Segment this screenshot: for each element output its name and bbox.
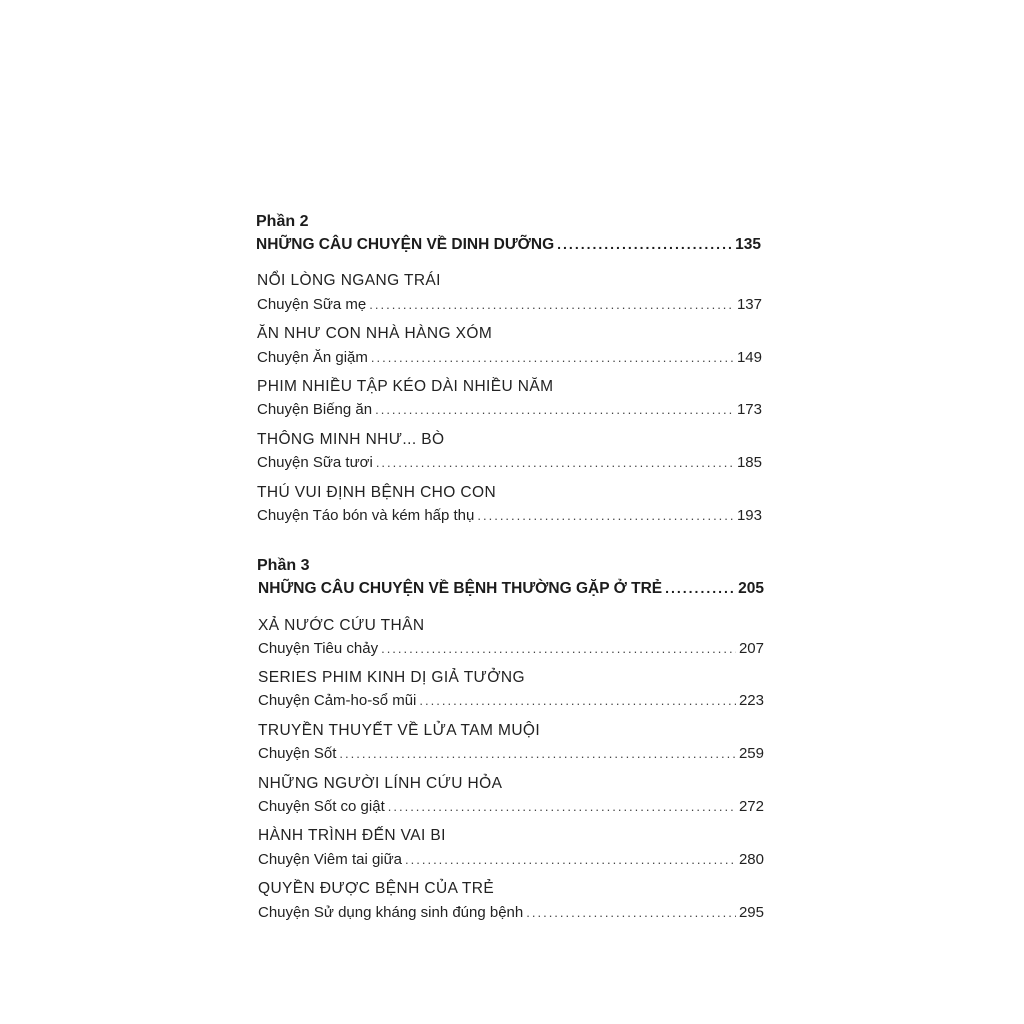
page-number: 272	[738, 798, 764, 815]
dot-leader	[477, 508, 734, 523]
chapter-title: ĂN NHƯ CON NHÀ HÀNG XÓM	[257, 325, 493, 342]
part-title: NHỮNG CÂU CHUYỆN VỀ BỆNH THƯỜNG GẶP Ở TRẺ	[258, 580, 663, 597]
dot-leader	[371, 350, 734, 365]
page-number: 295	[738, 904, 764, 921]
page-number: 137	[736, 296, 762, 313]
dot-leader	[388, 799, 736, 814]
page-number: 280	[738, 851, 764, 868]
dot-leader	[376, 455, 734, 470]
page-number: 173	[736, 401, 762, 418]
toc-entry[interactable]	[258, 798, 764, 815]
story-title: Chuyện Biếng ăn	[257, 401, 373, 418]
story-title: Chuyện Sữa tươi	[257, 454, 373, 471]
page-number: 223	[738, 692, 764, 709]
dot-leader	[557, 236, 732, 252]
chapter-title: QUYỀN ĐƯỢC BỆNH CỦA TRẺ	[258, 880, 495, 897]
page-number: 259	[738, 745, 764, 762]
chapter-title: THÚ VUI ĐỊNH BỆNH CHO CON	[257, 484, 497, 501]
dot-leader	[526, 905, 736, 920]
story-title: Chuyện Táo bón và kém hấp thụ	[257, 507, 475, 524]
toc-entry[interactable]	[257, 454, 762, 471]
chapter-title: XẢ NƯỚC CỨU THÂN	[258, 617, 425, 634]
part-title: NHỮNG CÂU CHUYỆN VỀ DINH DƯỠNG	[256, 236, 555, 253]
toc-entry[interactable]	[258, 904, 764, 921]
story-title: Chuyện Sữa mẹ	[257, 296, 367, 313]
story-title: Chuyện Cảm-ho-sổ mũi	[258, 692, 417, 709]
page-number: 193	[736, 507, 762, 524]
story-title: Chuyện Tiêu chảy	[258, 640, 379, 657]
part-title-line[interactable]	[258, 580, 764, 598]
page-number: 149	[736, 349, 762, 366]
toc-entry[interactable]	[258, 692, 764, 709]
chapter-title: HÀNH TRÌNH ĐẾN VAI BI	[258, 827, 446, 844]
story-title: Chuyện Sốt co giật	[258, 798, 385, 815]
dot-leader	[375, 402, 734, 417]
toc-entry[interactable]	[258, 640, 764, 657]
chapter-title: TRUYỀN THUYẾT VỀ LỬA TAM MUỘI	[258, 722, 541, 739]
dot-leader	[665, 580, 735, 596]
toc-entry[interactable]	[258, 745, 764, 762]
story-title: Chuyện Sử dụng kháng sinh đúng bệnh	[258, 904, 524, 921]
dot-leader	[419, 693, 736, 708]
chapter-title: SERIES PHIM KINH DỊ GIẢ TƯỞNG	[258, 669, 525, 686]
page-number: 185	[736, 454, 762, 471]
toc-entry[interactable]	[257, 507, 762, 524]
dot-leader	[339, 746, 736, 761]
dot-leader	[381, 641, 736, 656]
chapter-title: PHIM NHIỀU TẬP KÉO DÀI NHIỀU NĂM	[257, 378, 554, 395]
page-number: 205	[738, 580, 764, 597]
story-title: Chuyện Sốt	[258, 745, 337, 762]
part-label: Phần 3	[257, 557, 310, 574]
chapter-title: THÔNG MINH NHƯ... BÒ	[257, 431, 445, 448]
dot-leader	[369, 297, 734, 312]
part-label: Phần 2	[256, 213, 309, 230]
toc-entry[interactable]	[257, 349, 762, 366]
toc-entry[interactable]	[258, 851, 764, 868]
page-number: 135	[735, 236, 761, 253]
toc-entry[interactable]	[257, 296, 762, 313]
toc-entry[interactable]	[257, 401, 762, 418]
chapter-title: NỔI LÒNG NGANG TRÁI	[257, 272, 441, 289]
part-title-line[interactable]	[256, 236, 761, 254]
page-number: 207	[738, 640, 764, 657]
story-title: Chuyện Ăn giặm	[257, 349, 368, 366]
chapter-title: NHỮNG NGƯỜI LÍNH CỨU HỎA	[258, 775, 503, 792]
dot-leader	[405, 852, 736, 867]
story-title: Chuyện Viêm tai giữa	[258, 851, 403, 868]
